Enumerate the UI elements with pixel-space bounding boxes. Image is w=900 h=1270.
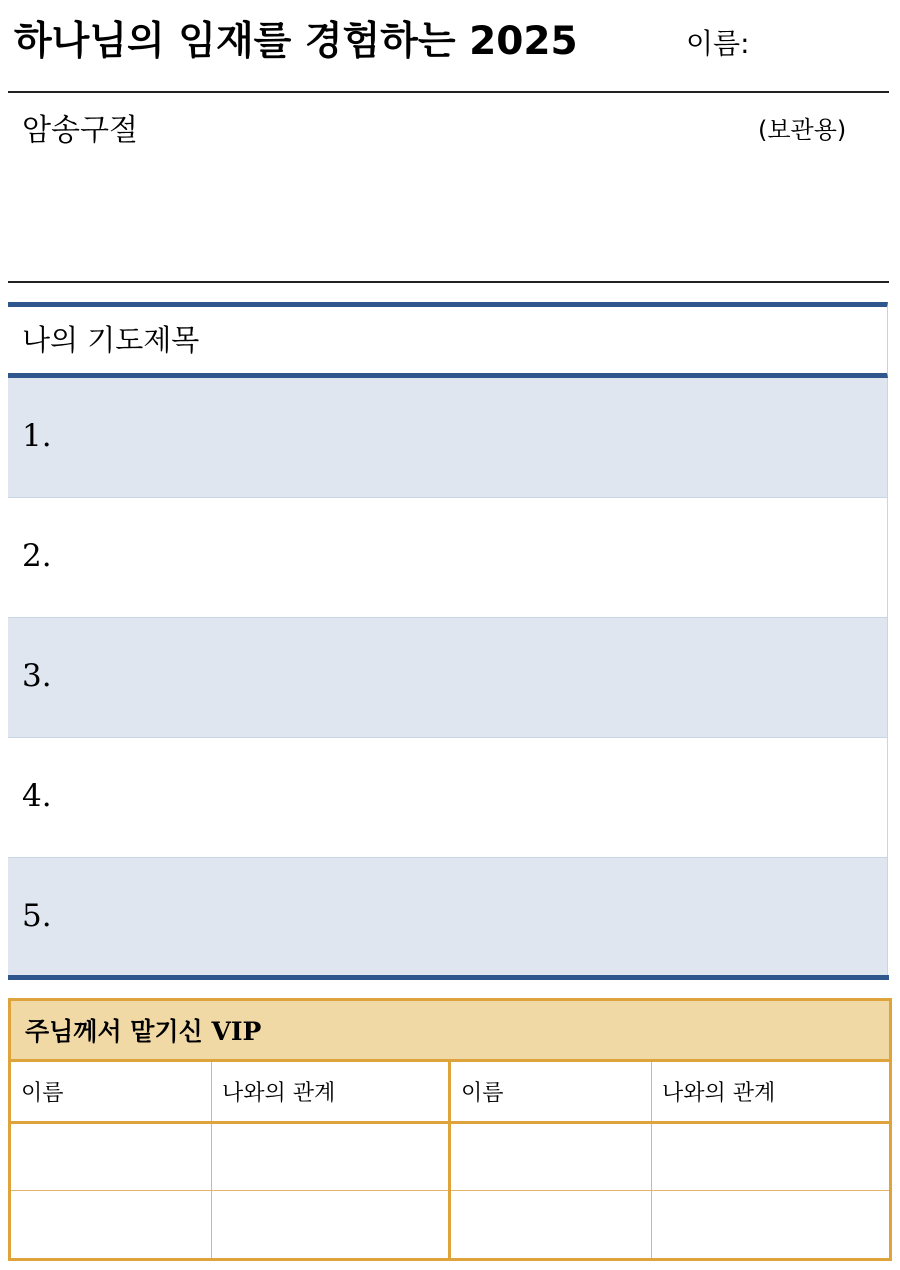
header-divider bbox=[8, 91, 889, 93]
vip-table bbox=[8, 998, 892, 1261]
memory-verse-label: 암송구절 bbox=[22, 113, 138, 148]
prayer-title: 나의 기도제목 bbox=[22, 323, 200, 357]
vip-relationship-cell[interactable] bbox=[212, 1191, 450, 1260]
vip-column-name: 이름 bbox=[10, 1061, 212, 1122]
vip-relationship-cell[interactable] bbox=[652, 1191, 891, 1260]
vip-relationship-cell[interactable] bbox=[652, 1122, 891, 1191]
prayer-item-number: 5. bbox=[22, 898, 52, 934]
prayer-section bbox=[8, 302, 889, 980]
prayer-item[interactable] bbox=[8, 618, 888, 738]
name-label: 이름: bbox=[686, 27, 750, 60]
prayer-item-number: 4. bbox=[22, 778, 52, 814]
table-row bbox=[10, 1191, 891, 1260]
vip-relationship-cell[interactable] bbox=[212, 1122, 450, 1191]
prayer-item[interactable] bbox=[8, 858, 888, 979]
verse-divider bbox=[8, 281, 889, 283]
vip-name-cell[interactable] bbox=[10, 1122, 212, 1191]
storage-note: (보관용) bbox=[758, 116, 847, 144]
table-row bbox=[10, 1122, 891, 1191]
prayer-bottom-border bbox=[8, 975, 889, 980]
page-title: 하나님의 임재를 경험하는 2025 bbox=[14, 19, 578, 64]
prayer-item-number: 2. bbox=[22, 538, 52, 574]
vip-column-relationship: 나와의 관계 bbox=[652, 1061, 891, 1122]
vip-title: 주님께서 맡기신 VIP bbox=[10, 1000, 891, 1061]
vip-name-cell[interactable] bbox=[450, 1191, 652, 1260]
prayer-item[interactable] bbox=[8, 498, 888, 618]
prayer-item-number: 3. bbox=[22, 658, 52, 694]
prayer-item[interactable] bbox=[8, 738, 888, 858]
prayer-item[interactable] bbox=[8, 378, 888, 498]
vip-section bbox=[8, 998, 889, 1261]
vip-header-row bbox=[10, 1061, 891, 1122]
vip-name-cell[interactable] bbox=[450, 1122, 652, 1191]
vip-column-relationship: 나와의 관계 bbox=[212, 1061, 450, 1122]
page-header bbox=[8, 14, 889, 70]
prayer-item-number: 1. bbox=[22, 418, 52, 454]
prayer-list bbox=[8, 378, 889, 979]
prayer-header bbox=[8, 302, 888, 378]
vip-name-cell[interactable] bbox=[10, 1191, 212, 1260]
vip-column-name: 이름 bbox=[450, 1061, 652, 1122]
